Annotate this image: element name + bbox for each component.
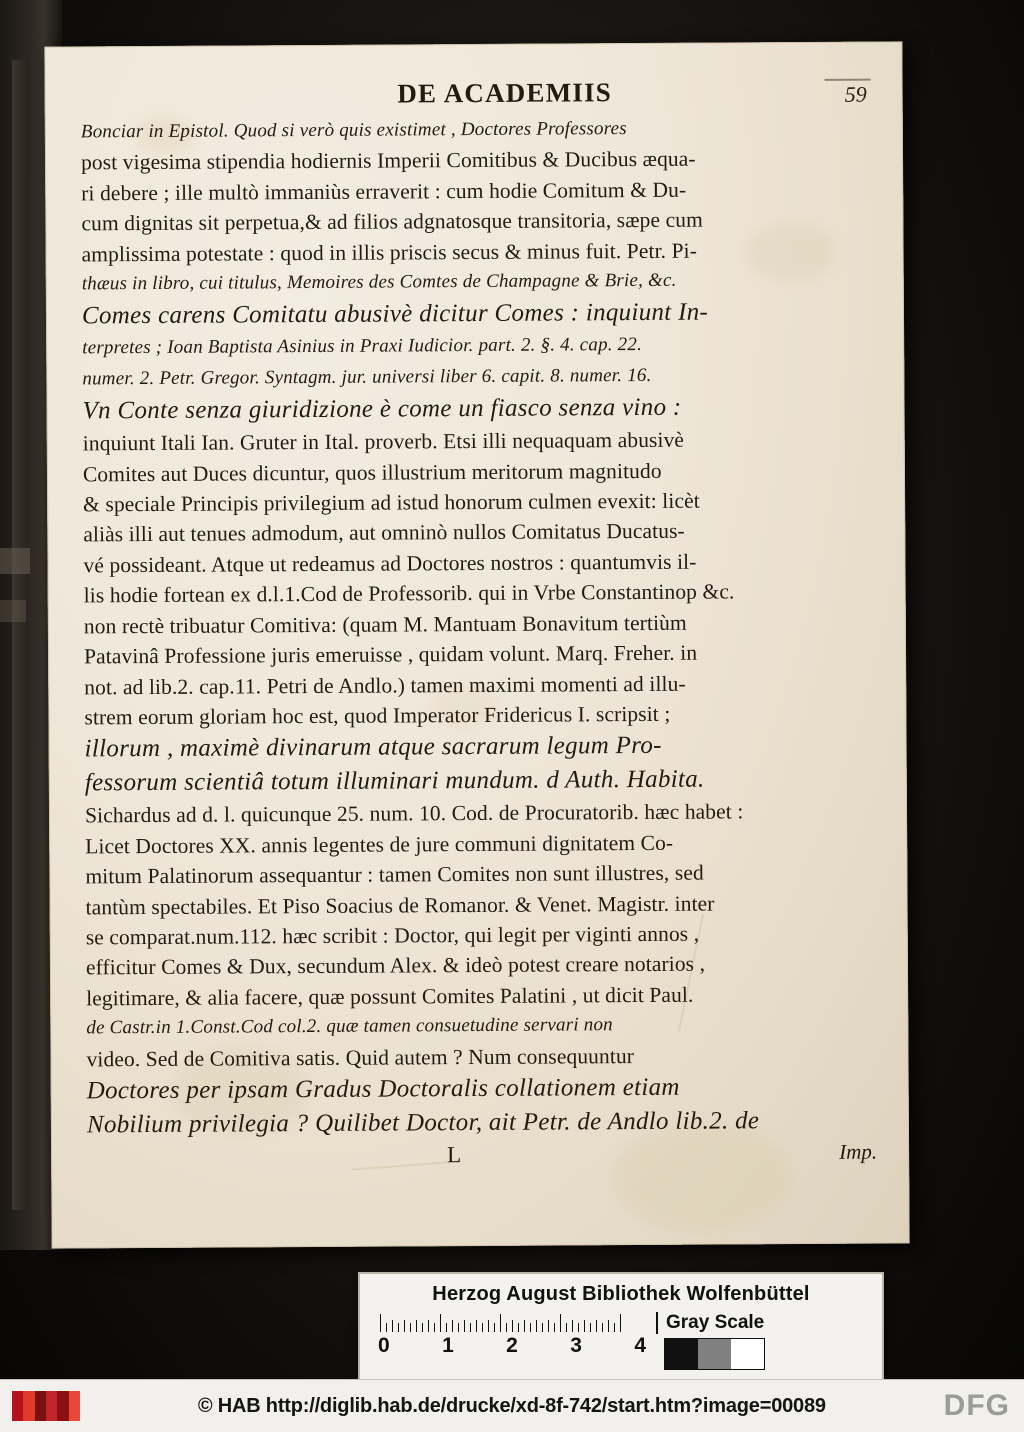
signature-and-catchword	[87, 1140, 877, 1171]
gray-scale-block	[656, 1310, 765, 1370]
copyright-credit[interactable]: © HAB http://diglib.hab.de/drucke/xd-8f-742/start.htm?image=00089	[197, 1394, 826, 1417]
ruler-number: 3	[570, 1334, 582, 1357]
text-line: Bonciar in Epistol. Quod si verò quis existimet , Doctores Professores	[80, 118, 627, 143]
gray-patch-white	[731, 1339, 764, 1369]
text-line: tantùm spectabiles. Et Piso Soacius de Romanor. & Venet. Magistr. inter	[85, 891, 715, 919]
signature-mark: L	[447, 1142, 463, 1168]
ruler-number: 2	[506, 1334, 518, 1357]
text-line: terpretes ; Ioan Baptista Asinius in Praxi Iudicior. part. 2. §. 4. cap. 22.	[82, 334, 643, 359]
text-line: not. ad lib.2. cap.11. Petri de Andlo.) tamen maximi momenti ad illu-	[84, 671, 686, 699]
text-line: ri debere ; ille multò immaniùs erraverit : cum hodie Comitum & Du-	[81, 177, 687, 206]
library-name: Herzog August Bibliothek Wolfenbüttel	[432, 1283, 810, 1305]
ruler-number: 1	[442, 1334, 454, 1357]
text-line: numer. 2. Petr. Gregor. Syntagm. jur. universi liber 6. capit. 8. numer. 16.	[82, 364, 652, 390]
text-line: strem eorum gloriam hoc est, quod Imperator Fridericus I. scripsit ;	[84, 701, 671, 730]
folio-number: 59	[844, 81, 867, 107]
ruler-number: 0	[378, 1334, 390, 1357]
text-line: thæus in libro, cui titulus, Memoires des Comtes de Champagne & Brie, &c.	[81, 269, 677, 295]
text-line: se comparat.num.112. hæc scribit : Doctor, qui legit per viginti annos ,	[85, 921, 700, 950]
gutter-edge	[12, 60, 28, 1210]
text-line: amplissima potestate : quod in illis priscis secus & minus fuit. Petr. Pi-	[81, 238, 698, 267]
text-line: vé possideant. Atque ut redeamus ad Doctores nostros : quantumvis il-	[83, 549, 697, 578]
text-line-quote: fessorum scientiâ totum illuminari mundum. d Auth. Habita.	[84, 765, 705, 797]
ruler	[378, 1310, 646, 1358]
text-line-quote: illorum , maximè divinarum atque sacrarum legum Pro-	[84, 732, 662, 763]
gutter-mark-lower	[0, 600, 26, 622]
text-line: Patavinâ Professione juris emeruisse , quidam volunt. Marq. Freher. in	[83, 640, 698, 669]
gray-scale-label: Gray Scale	[656, 1312, 764, 1334]
calibration-target	[358, 1272, 884, 1386]
dfg-logo: DFG	[943, 1389, 1010, 1422]
ruler-ticks	[378, 1310, 646, 1332]
gutter-mark-upper	[0, 548, 30, 574]
text-line: lis hodie fortean ex d.l.1.Cod de Professorib. qui in Vrbe Constantinop &c.	[83, 579, 735, 608]
gray-patch-black	[665, 1339, 698, 1369]
running-head: DE ACADEMIIS	[397, 77, 613, 109]
page-text-block	[81, 76, 878, 1171]
gray-patch-mid	[698, 1339, 731, 1369]
ruler-numbers	[378, 1332, 646, 1358]
text-line: inquiunt Itali Ian. Gruter in Ital. proverb. Etsi illi nequaquam abusivè	[82, 427, 685, 456]
text-line-quote: Nobilium privilegia ? Quilibet Doctor, ait Petr. de Andlo lib.2. de	[86, 1107, 760, 1139]
text-line-quote: Doctores per ipsam Gradus Doctoralis collationem etiam	[86, 1073, 680, 1105]
color-calibration-bar	[12, 1391, 80, 1421]
viewer-footer	[0, 1379, 1024, 1432]
text-line: post vigesima stipendia hodiernis Imperii Comitibus & Ducibus æqua-	[80, 147, 696, 175]
text-line: video. Sed de Comitiva satis. Quid autem ? Num consequuntur	[86, 1043, 635, 1071]
text-line: aliàs illi aut tenues admodum, aut omninò nullos Comitatus Ducatus-	[83, 519, 685, 547]
text-line: & speciale Principis privilegium ad istud honorum culmen evexit: licèt	[83, 488, 700, 517]
folio-rule	[825, 79, 871, 81]
ruler-number: 4	[634, 1334, 646, 1357]
text-line: mitum Palatinorum assequantur : tamen Comites non sunt illustres, sed	[85, 860, 704, 889]
text-line: Licet Doctores XX. annis legentes de jure communi dignitatem Co-	[85, 830, 674, 859]
text-line-quote: Vn Conte senza giuridizione è come un fiasco senza vino :	[82, 393, 682, 425]
text-line: Comites aut Duces dicuntur, quos illustrium meritorum magnitudo	[82, 458, 662, 487]
text-line: efficitur Comes & Dux, secundum Alex. & ideò potest creare notarios ,	[85, 951, 706, 980]
text-line: Sichardus ad d. l. quicunque 25. num. 10. Cod. de Procuratorib. hæc habet :	[84, 799, 744, 828]
text-line-quote: Comes carens Comitatu abusivè dicitur Comes : inquiunt In-	[81, 299, 709, 330]
text-line: non rectè tribuatur Comitiva: (quam M. Mantuam Bonavitum tertiùm	[83, 610, 687, 639]
text-line: cum dignitas sit perpetua,& ad filios adgnatosque transitoria, sæpe cum	[81, 207, 703, 236]
catchword: Imp.	[839, 1139, 878, 1164]
text-line: legitimare, & alia facere, quæ possunt Comites Palatini , ut dicit Paul.	[86, 982, 694, 1011]
text-line: de Castr.in 1.Const.Cod col.2. quæ tamen consuetudine servari non	[86, 1014, 613, 1039]
calibration-body	[360, 1306, 882, 1370]
document-page	[44, 41, 909, 1248]
gray-scale-patches	[664, 1338, 765, 1370]
